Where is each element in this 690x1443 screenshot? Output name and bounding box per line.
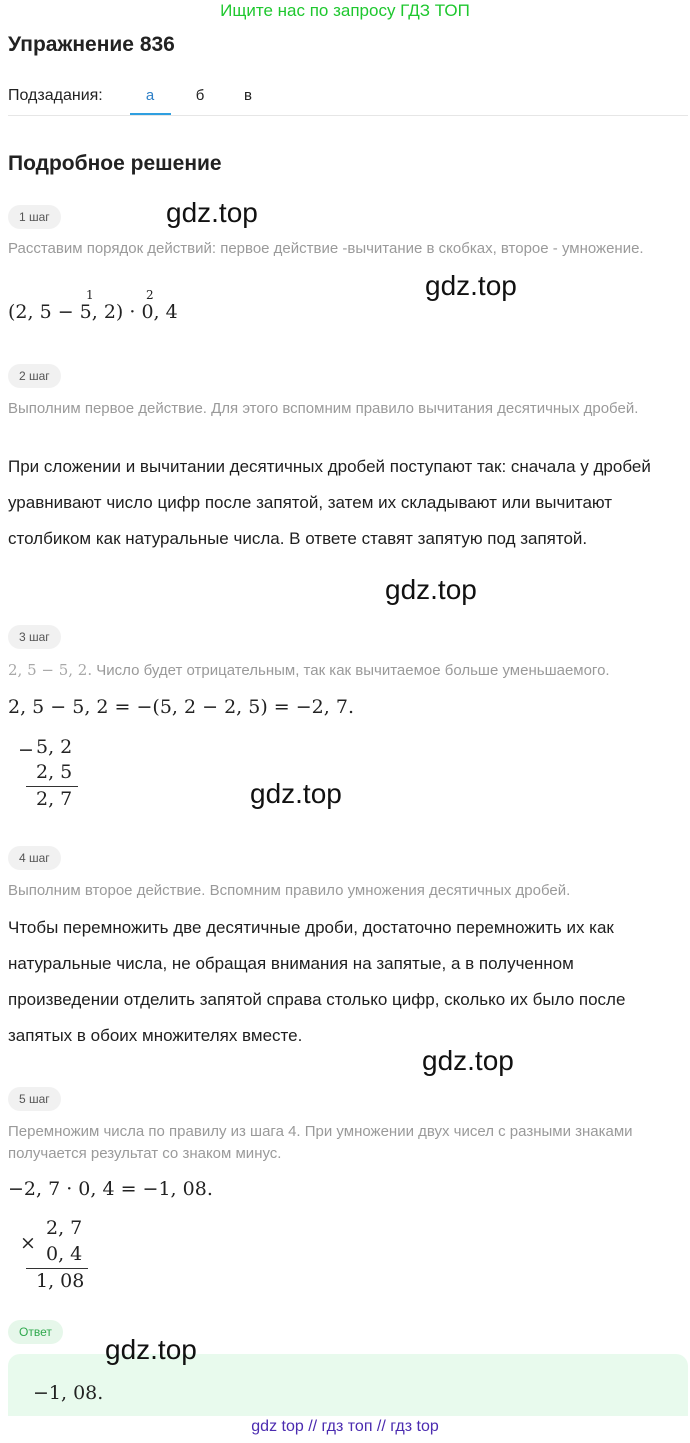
column-minuend: 5, 2 [36, 736, 73, 758]
step-1-badge: 1 шаг [8, 205, 61, 229]
answer-value: −1, 08. [33, 1382, 104, 1404]
column-times-sign: × [20, 1232, 36, 1254]
step-3-expression: 2, 5 − 5, 2 = −(5, 2 − 2, 5) = −2, 7. [8, 696, 354, 718]
footer-links[interactable]: gdz top // гдз топ // гдз top [251, 1418, 439, 1435]
watermark: gdz.top [105, 1334, 197, 1365]
watermark: gdz.top [425, 270, 517, 301]
step-3-badge: 3 шаг [8, 625, 61, 649]
step-2-badge: 2 шаг [8, 364, 61, 388]
watermark: gdz.top [385, 574, 477, 605]
step-4-note: Выполним второе действие. Вспомним правило умножения десятичных дробей. [8, 882, 571, 899]
column-line [26, 1268, 88, 1269]
tab-c[interactable]: в [244, 87, 252, 104]
watermark: gdz.top [250, 778, 342, 809]
step-5-badge: 5 шаг [8, 1087, 61, 1111]
step-2-note: Выполним первое действие. Для этого вспомним правило вычитания десятичных дробей. [8, 400, 639, 417]
column-product: 1, 08 [36, 1270, 85, 1292]
subtasks-label: Подзадания: [8, 87, 103, 104]
tabs-divider [8, 115, 688, 116]
watermark: gdz.top [166, 197, 258, 228]
column-subtrahend: 2, 5 [36, 761, 73, 783]
step-1-note: Расставим порядок действий: первое действие -вычитание в скобках, второе - умножение. [8, 240, 644, 257]
solution-heading: Подробное решение [8, 152, 222, 175]
step-3-note-text: Число будет отрицательным, так как вычитаемое больше уменьшаемого. [92, 662, 610, 679]
step-5-expression: −2, 7 · 0, 4 = −1, 08. [8, 1178, 213, 1200]
step-5-note: Перемножим числа по правилу из шага 4. При умножении двух чисел с разными знаками получается результат со знаком минус. [8, 1123, 633, 1162]
column-minus-sign: − [18, 739, 34, 761]
column-difference: 2, 7 [36, 788, 73, 810]
step-2-rule: При сложении и вычитании десятичных дробей поступают так: сначала у дробей уравнивают число цифр после запятой, затем их складывают или вычитают столбиком как натуральные числа. В ответе ставят запятую под запятой. [8, 457, 651, 548]
column-multiplier: 0, 4 [46, 1243, 83, 1265]
column-multiplicand: 2, 7 [46, 1217, 83, 1239]
column-line [26, 786, 78, 787]
tab-a[interactable]: а [145, 87, 155, 104]
page-title: Упражнение 836 [8, 33, 175, 56]
step-4-badge: 4 шаг [8, 846, 61, 870]
order-mark-2: 2 [146, 288, 154, 302]
watermark: gdz.top [422, 1045, 514, 1076]
step-3-note [8, 659, 658, 682]
step-1-expression: (2, 5 − 5, 2) · 0, 4 [8, 301, 178, 323]
step-4-rule: Чтобы перемножить две десятичные дроби, достаточно перемножить их как натуральные числа, не обращая внимания на запятые, а в полученном произведении отделить запятой справа столько цифр, сколько их было после запятых в обоих множителях вместе. [8, 918, 626, 1045]
tab-b[interactable]: б [195, 87, 205, 104]
promo-banner: Ищите нас по запросу ГДЗ ТОП [220, 1, 470, 20]
step-3-note-expression: 2, 5 − 5, 2. [8, 661, 93, 679]
answer-badge: Ответ [8, 1320, 63, 1344]
order-mark-1: 1 [86, 288, 94, 302]
